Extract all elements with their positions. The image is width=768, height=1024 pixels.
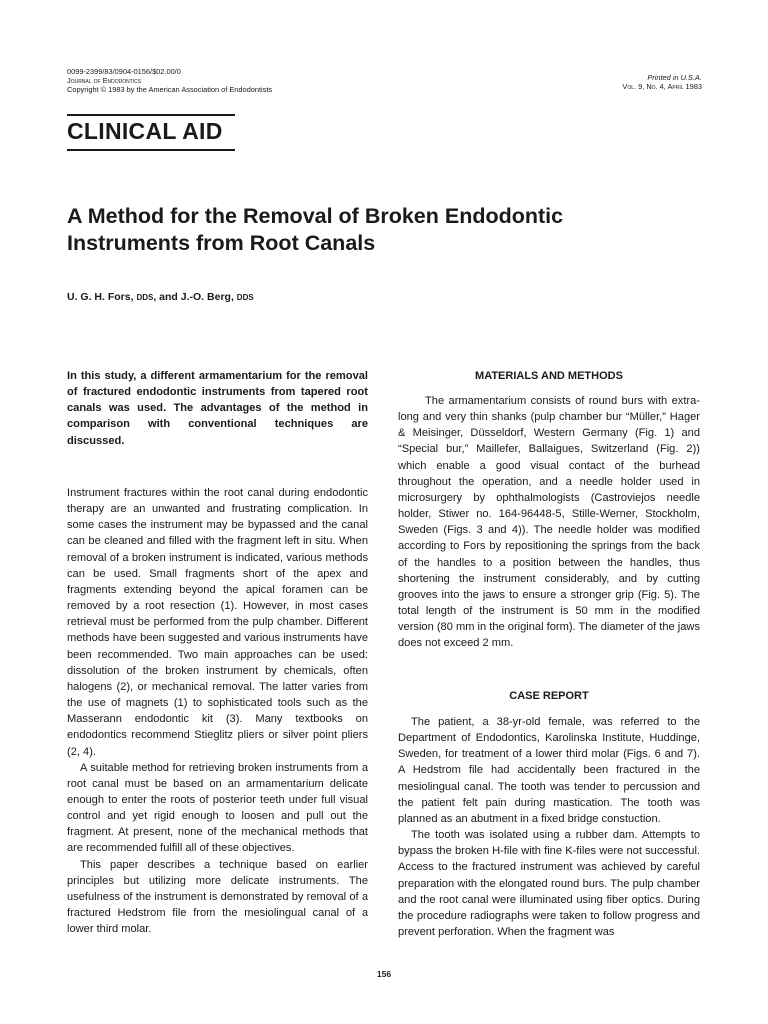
copyright-notice: Copyright © 1983 by the American Association of Endodontists — [67, 85, 273, 94]
materials-methods-paragraph: The armamentarium consists of round burs with extra-long and very thin shanks (pulp chamber bur “Müller,” Hager & Meisinger, Düsseldorf, Western Germany (Fig. 1) and “Special bur,” Maillefer, Ballaigues, Switzerland (Fig. 2)) which enable a good visual contact of the burhead throughout the operation, and a needle holder used in microsurgery by ophthalmologists (Castroviejos needle holder, Stiwer no. 164-96448-5, Stille-Werner, Stockholm, Sweden (Figs. 3 and 4)). The needle holder was modified according to Fors by repositioning the springs from the back of the handles to a position between the handles, thus shortening the instrument considerably, and by cutting grooves into the jaws to ensure a stronger grip (Fig. 5). The total length of the instrument is 50 mm in the modified version (80 mm in the original form). The diameter of the jaws does not exceed 2 mm. — [398, 395, 700, 650]
case-report-heading-wrap — [398, 688, 700, 712]
author-1-degree: DDS — [136, 293, 154, 302]
journal-name: Journal of Endodontics — [67, 76, 142, 85]
author-1: U. G. H. Fors, — [67, 291, 134, 303]
page-number: 156 — [376, 969, 392, 979]
author-conjunction: , and — [153, 291, 178, 303]
author-line — [67, 291, 254, 303]
section-rule-bottom — [67, 149, 235, 151]
case-report-paragraph-1: The patient, a 38-yr-old female, was referred to the Department of Endodontics, Karolinska Institute, Huddinge, Sweden, for treatment of a lower third molar (Figs. 6 and 7). A Hedstrom file had accidentally been fractured in the mesiolingual canal. The tooth was tender to percussion and the patient felt pain during mastication. The tooth was planned as an abutment in a fixed bridge constuction. — [398, 716, 700, 825]
article-title-line2: Instruments from Root Canals — [67, 231, 376, 255]
section-rule-top — [67, 114, 235, 116]
intro-paragraph-2: A suitable method for retrieving broken instruments from a root canal must be based on an armamentarium delicate enough to enter the roots of posterior teeth under full visual control and yet rigid enough to loosen and pull out the fragment. At present, none of the mechanical methods that are recommended fulfill all of these objectives. — [67, 761, 368, 855]
materials-methods-body — [398, 393, 700, 652]
issn-code: 0099-2399/83/0904-0156/$02.00/0 — [67, 67, 181, 76]
volume-info: Vol. 9, No. 4, April 1983 — [622, 82, 702, 91]
section-title: CLINICAL AID — [67, 118, 223, 144]
case-report-body — [398, 714, 700, 940]
intro-paragraph-1: Instrument fractures within the root canal during endodontic therapy are an unwanted and frustrating complication. In some cases the instrument may be bypassed and the canal can be cleaned and filled with the fragment left in situ. When removal of a broken instrument is indicated, various methods can be used. Small fragments short of the apex and fragments extending beyond the apical foramen can be removed by a root resection (1). However, in most cases retrieval must be performed from the pulp chamber. Different methods have been suggested and various instruments have been recommended. Two main approaches can be used: dissolution of the broken instrument by chemicals, often halogens (2), or mechanical removal. The latter varies from the use of magnets (1) to sophisticated tools such as the Masserann endodontic kit (3). Many textbooks on endodontics recommend Stieglitz pliers or silver point pliers (2, 4). — [67, 487, 368, 758]
author-2-degree: DDS — [236, 293, 254, 302]
printed-in: Printed in U.S.A. — [647, 73, 702, 82]
case-report-paragraph-2: The tooth was isolated using a rubber dam. Attempts to bypass the broken H-file with fine K-files were not successful. Access to the fractured instrument was achieved by careful preparation with the elongated round burs. The pulp chamber and the root canal were illuminated using fiber optics. During the procedure radiographs were taken to follow progress and prevent perforation. When the fragment was — [398, 829, 700, 939]
introduction — [67, 485, 368, 937]
author-2: J.-O. Berg, — [180, 291, 234, 303]
intro-paragraph-3: This paper describes a technique based on earlier principles but utilizing more delicate instruments. The usefulness of the instrument is demonstrated by removal of a fractured Hedstrom file from the mesiolingual canal of a lower third molar. — [67, 858, 368, 936]
article-title — [67, 203, 687, 257]
journal-header-left — [67, 67, 272, 94]
materials-methods-heading-wrap — [398, 368, 700, 392]
abstract: In this study, a different armamentarium for the removal of fractured endodontic instruments from tapered root canals was used. The advantages of the method in comparison with conventional techniques are discussed. — [67, 370, 368, 447]
journal-header-right — [622, 73, 702, 91]
case-report-heading: CASE REPORT — [509, 690, 589, 702]
materials-methods-heading: MATERIALS AND METHODS — [475, 370, 623, 382]
article-title-line1: A Method for the Removal of Broken Endodontic — [67, 204, 564, 228]
